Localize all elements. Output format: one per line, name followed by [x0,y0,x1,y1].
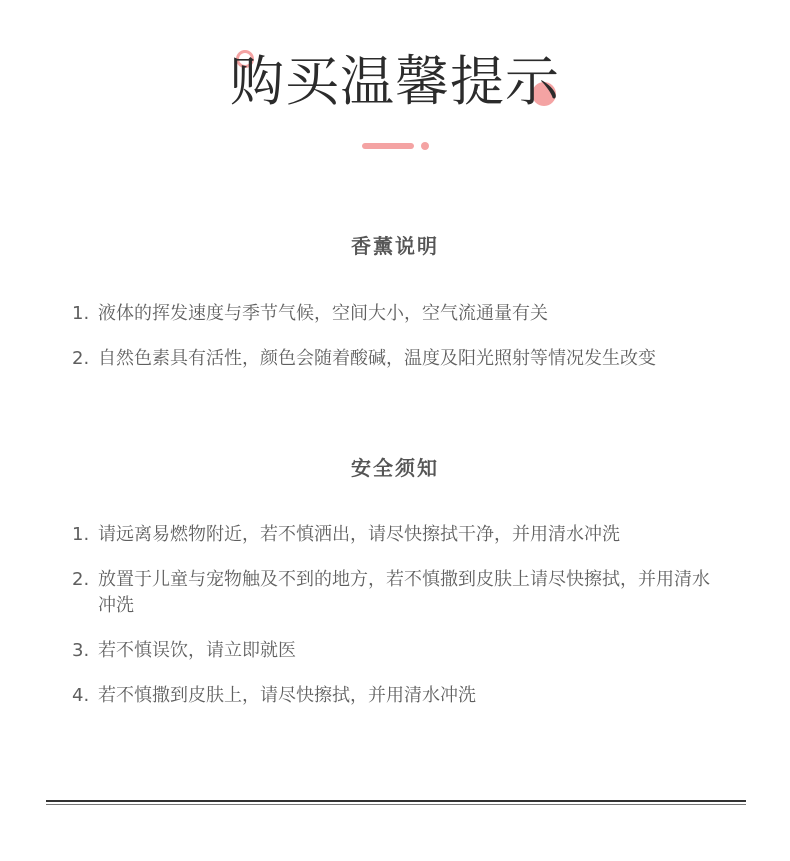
fragrance-notes-list [72,301,718,391]
list-item-text: 请远离易燃物附近，若不慎洒出，请尽快擦拭干净，并用清水冲洗 [98,524,620,545]
bottom-divider-thin [46,804,746,805]
list-item-text: 放置于儿童与宠物触及不到的地方，若不慎撒到皮肤上请尽快擦拭，并用清水冲洗 [98,569,710,616]
list-item-number: 1. [72,524,90,545]
title-divider-dot [421,142,429,150]
list-item [72,567,718,619]
title-block [0,44,790,120]
list-item-text: 液体的挥发速度与季节气候，空间大小，空气流通量有关 [98,303,548,324]
list-item [72,638,718,664]
page-title: 购买温馨提示 [230,50,560,113]
list-item-text: 若不慎误饮，请立即就医 [98,640,296,661]
list-item-number: 2. [72,569,90,590]
list-item [72,346,718,372]
title-divider-dash [362,143,414,149]
list-item-text: 若不慎撒到皮肤上，请尽快擦拭，并用清水冲洗 [98,685,476,706]
list-item-text: 自然色素具有活性，颜色会随着酸碱，温度及阳光照射等情况发生改变 [98,348,656,369]
list-item-number: 1. [72,303,90,324]
safety-notes-list [72,522,718,728]
list-item-number: 2. [72,348,90,369]
section-heading-safety: 安全须知 [351,456,439,480]
list-item [72,683,718,709]
section-heading-fragrance: 香薰说明 [351,234,439,258]
bottom-divider [46,800,746,802]
list-item-number: 3. [72,640,90,661]
list-item [72,301,718,327]
list-item-number: 4. [72,685,90,706]
list-item [72,522,718,548]
